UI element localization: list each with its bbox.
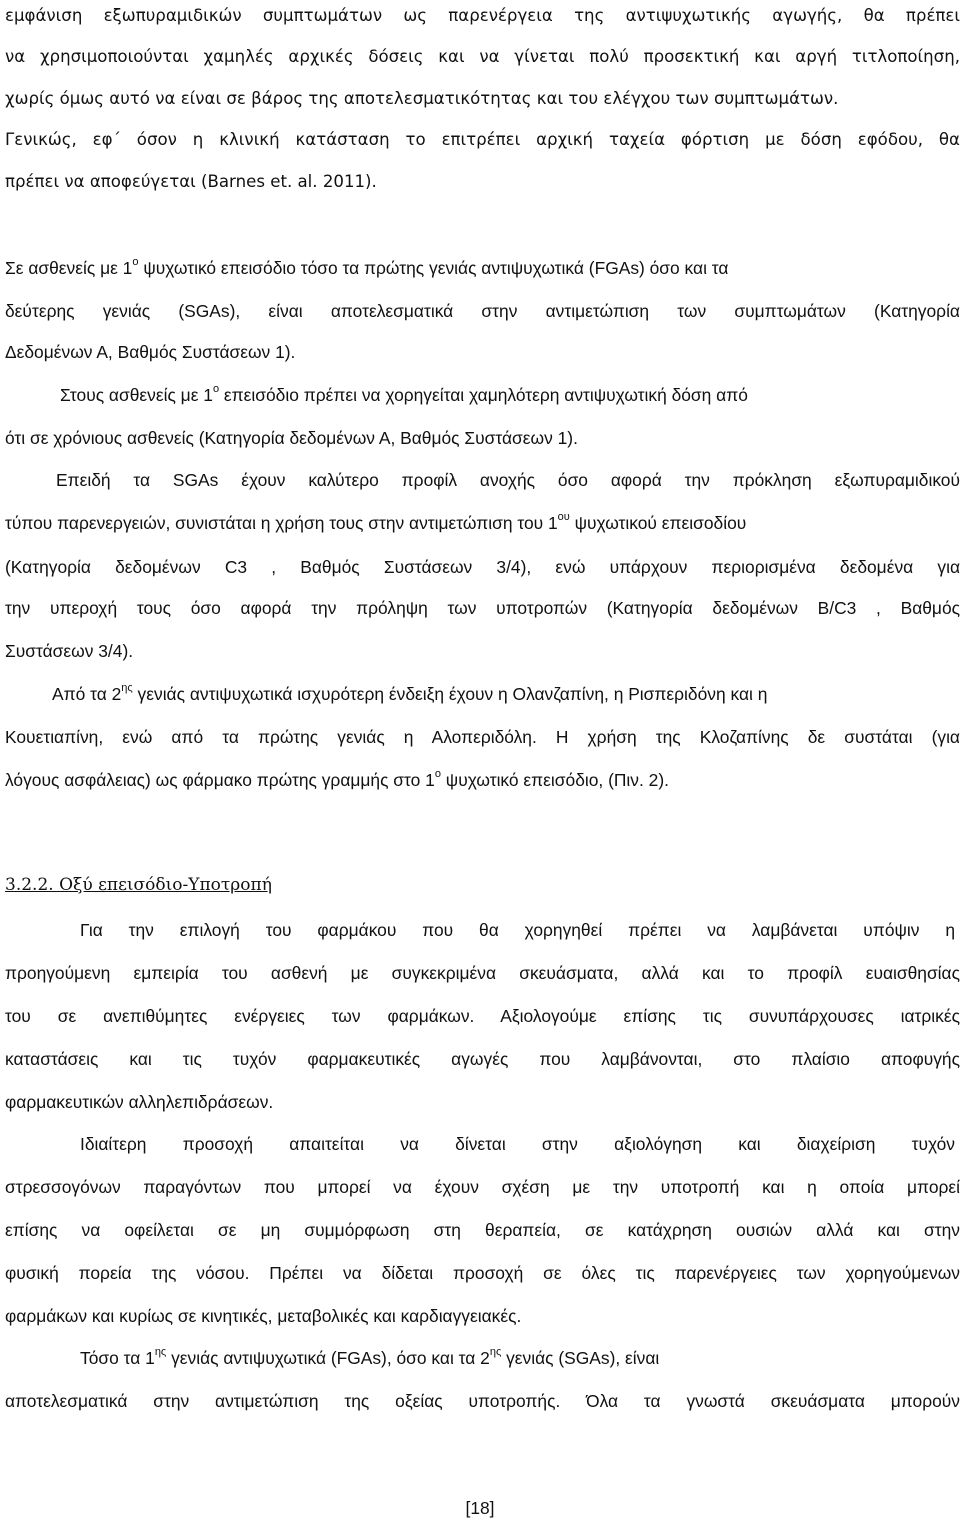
text-span: γενιάς αντιψυχωτικά (FGAs), όσο και τα 2 [166,1348,490,1368]
text-line: χωρίς όμως αυτό να είναι σε βάρος της αποτελεσματικότητας και του ελέγχου των συμπτωμάτων. [5,89,839,108]
text-span: λόγους ασφάλειας) ως φάρμακο πρώτης γραμμής στο 1 [5,770,435,790]
text-line [52,683,960,705]
text-line: Για την επιλογή του φαρμάκου που θα χορηγηθεί πρέπει να λαμβάνεται υπόψιν η [80,920,955,940]
text-line [60,384,960,406]
ordinal-superscript: ο [434,769,441,780]
text-line: ότι σε χρόνιους ασθενείς (Κατηγορία δεδομένων Α, Βαθμός Συστάσεων 1). [5,428,578,448]
text-span: Σε ασθενείς με 1 [5,258,133,278]
section-heading: 3.2.2. Οξύ επεισόδιο-Υποτροπή [5,875,272,895]
text-span: επεισόδιο πρέπει να χορηγείται χαμηλότερη αντιψυχωτική δόση από [219,385,748,405]
text-line: Επειδή τα SGAs έχουν καλύτερο προφίλ ανοχής όσο αφορά την πρόκληση εξωπυραμιδικού [56,470,960,490]
text-span: γενιάς (SGAs), είναι [501,1348,660,1368]
text-line: φυσική πορεία της νόσου. Πρέπει να δίδεται προσοχή σε όλες τις παρενέργειες των χορηγούμενων [5,1263,960,1283]
text-span: τύπου παρενεργειών, συνιστάται η χρήση τους στην αντιμετώπιση του 1 [5,513,558,533]
text-line: να χρησιμοποιούνται χαμηλές αρχικές δόσεις και να γίνεται πολύ προσεκτική και αργή τιτλοποίηση, [5,47,960,66]
text-span: ψυχωτικού επεισοδίου [569,513,747,533]
text-line: αποτελεσματικά στην αντιμετώπιση της οξείας υποτροπής. Όλα τα γνωστά σκευάσματα μπορούν [5,1391,960,1411]
text-line: Ιδιαίτερη προσοχή απαιτείται να δίνεται στην αξιολόγηση και διαχείριση τυχόν [80,1134,955,1154]
text-line: εμφάνιση εξωπυραμιδικών συμπτωμάτων ως παρενέργεια της αντιψυχωτικής αγωγής, θα πρέπει [5,6,960,25]
text-line [5,769,960,791]
ordinal-superscript: ης [489,1347,502,1358]
text-line [5,257,960,279]
text-line: επίσης να οφείλεται σε μη συμμόρφωση στη θεραπεία, σε κατάχρηση ουσιών αλλά και στην [5,1220,960,1240]
text-span: Από τα 2 [52,684,122,704]
text-span: ψυχωτικό επεισόδιο, (Πιν. 2). [440,770,669,790]
text-span: γενιάς αντιψυχωτικά ισχυρότερη ένδειξη έχουν η Ολανζαπίνη, η Ρισπεριδόνη και η [132,684,768,704]
ordinal-superscript: ο [132,257,139,268]
text-span: ψυχωτικό επεισόδιο τόσο τα πρώτης γενιάς αντιψυχωτικά (FGAs) όσο και τα [138,258,729,278]
text-line: Κουετιαπίνη, ενώ από τα πρώτης γενιάς η Αλοπεριδόλη. Η χρήση της Κλοζαπίνης δε συστάται (για [5,727,960,747]
text-line [80,1347,955,1369]
text-line: την υπεροχή τους όσο αφορά την πρόληψη των υποτροπών (Κατηγορία δεδομένων Β/C3 , Βαθμός [5,598,960,618]
text-line: πρέπει να αποφεύγεται (Barnes et. al. 2011). [5,172,377,191]
text-line: δεύτερης γενιάς (SGAs), είναι αποτελεσματικά στην αντιμετώπιση των συμπτωμάτων (Κατηγορία [5,301,960,321]
text-line: του σε ανεπιθύμητες ενέργειες των φαρμάκων. Αξιολογούμε επίσης τις συνυπάρχουσες ιατρικές [5,1006,960,1026]
ordinal-superscript: ης [121,683,133,694]
text-line: προηγούμενη εμπειρία του ασθενή με συγκεκριμένα σκευάσματα, αλλά και το προφίλ ευαισθησίας [5,963,960,983]
text-line [5,512,960,534]
text-span: Στους ασθενείς με 1 [60,385,213,405]
text-line: (Κατηγορία δεδομένων C3 , Βαθμός Συστάσεων 3/4), ενώ υπάρχουν περιορισμένα δεδομένα για [5,557,960,577]
text-line: Δεδομένων Α, Βαθμός Συστάσεων 1). [5,342,296,362]
ordinal-superscript: ης [154,1347,167,1358]
ordinal-superscript: ο [212,384,220,395]
text-line: καταστάσεις και τις τυχόν φαρμακευτικές αγωγές που λαμβάνονται, στο πλαίσιο αποφυγής [5,1049,960,1069]
ordinal-superscript: ου [557,512,570,523]
text-line: φαρμάκων και κυρίως σε κινητικές, μεταβολικές και καρδιαγγειακές. [5,1306,522,1326]
text-line: φαρμακευτικών αλληλεπιδράσεων. [5,1092,274,1112]
text-line: Γενικώς, εφ΄ όσον η κλινική κατάσταση το επιτρέπει αρχική ταχεία φόρτιση με δόση εφόδου, θα [5,130,960,149]
text-line: Συστάσεων 3/4). [5,641,134,661]
text-line: στρεσσογόνων παραγόντων που μπορεί να έχουν σχέση με την υποτροπή και η οποία μπορεί [5,1177,960,1197]
page-number: [18] [465,1498,495,1518]
text-span: Τόσο τα 1 [80,1348,155,1368]
